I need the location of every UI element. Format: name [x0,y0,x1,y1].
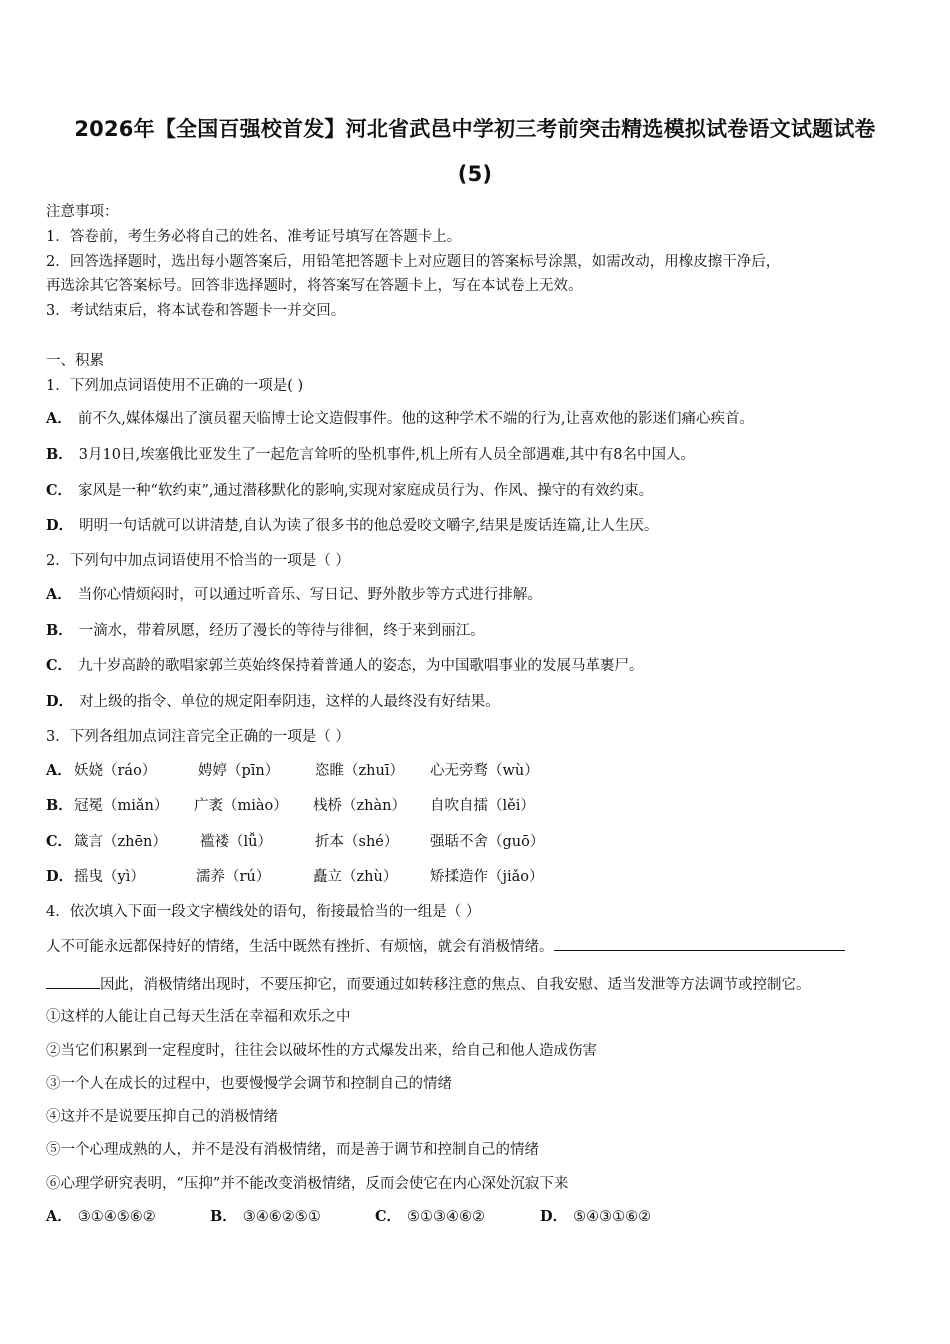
question-stem: 1．下列加点词语使用不正确的一项是( ) [46,378,304,394]
notice-heading: 注意事项： [46,204,119,220]
passage-line [46,936,845,957]
pinyin-item: 箴言（zhēn） [74,834,167,850]
option-label: A． [46,586,72,603]
notice-item: 3．考试结束后，将本试卷和答题卡一并交回。 [46,303,346,319]
passage-text: 人不可能永远都保持好的情绪，生活中既然有挫折、有烦恼，就会有消极情绪。 [46,939,554,955]
option-text: 家风是一种“软约束”,通过潜移默化的影响,实现对家庭成员行为、作风、操守的有效约束。 [78,483,654,499]
option-row [46,445,695,465]
option-label: D． [46,693,74,710]
option-row [46,516,658,536]
passage-line [46,974,811,995]
pinyin-item: 冠冕（miǎn） [74,798,169,814]
option-text: 3月10日,埃塞俄比亚发生了一起危言耸听的坠机事件,机上所有人员全部遇难,其中有8名中国人。 [78,447,695,463]
sentence-item: ④这并不是说要压抑自己的消极情绪 [46,1109,278,1125]
option-text: ③①④⑤⑥② [77,1209,156,1225]
section-heading: 一、积累 [46,353,104,369]
option-row [46,585,542,605]
answer-blank [554,936,845,951]
pinyin-item: 摇曳（yì） [74,869,145,885]
pinyin-item: 褴褛（lǚ） [200,834,272,850]
passage-text: 因此，消极情绪出现时，不要压抑它，而要通过如转移注意的焦点、自我安慰、适当发泄等方法调节或控制它。 [100,977,811,993]
pinyin-item: 濡养（rú） [196,869,271,885]
option-row [46,481,653,501]
option-label: C． [46,657,73,674]
pinyin-item: 矗立（zhù） [313,869,398,885]
option-label: C． [46,833,73,850]
option-label: B． [46,446,73,463]
pinyin-item: 娉婷（pīn） [198,763,280,779]
sentence-item: ①这样的人能让自己每天生活在幸福和欢乐之中 [46,1009,351,1025]
option-text: 当你心情烦闷时，可以通过听音乐、写日记、野外散步等方式进行排解。 [77,587,542,603]
question-stem: 2．下列句中加点词语使用不恰当的一项是（ ） [46,553,350,569]
pinyin-item: 心无旁骛（wù） [430,763,539,779]
pinyin-item: 栈桥（zhàn） [313,798,406,814]
pinyin-item: 强聒不舍（guō） [430,834,545,850]
option-label: C． [46,482,73,499]
option-text: 九十岁高龄的歌唱家郭兰英始终保持着普通人的姿态，为中国歌唱事业的发展马革裹尸。 [78,658,644,674]
answer-blank [46,974,100,989]
pinyin-item: 恣睢（zhuī） [315,763,404,779]
option-label: B． [210,1208,237,1225]
exam-title: 2026年【全国百强校首发】河北省武邑中学初三考前突击精选模拟试卷语文试题试卷 [74,117,876,141]
option-text: 一滴水，带着夙愿，经历了漫长的等待与徘徊，终于来到丽江。 [78,623,485,639]
answer-choice [210,1207,321,1227]
option-label: B． [46,797,73,814]
answer-choice [540,1207,651,1227]
option-label: A． [46,1208,72,1225]
option-text: 明明一句话就可以讲清楚,自认为读了很多书的他总爱咬文嚼字,结果是废话连篇,让人生厌。 [79,518,659,534]
question-stem: 3．下列各组加点词注音完全正确的一项是（ ） [46,729,350,745]
notice-item: 1．答卷前，考生务必将自己的姓名、准考证号填写在答题卡上。 [46,229,462,245]
sentence-item: ③一个人在成长的过程中，也要慢慢学会调节和控制自己的情绪 [46,1076,452,1092]
option-text: 对上级的指令、单位的规定阳奉阴违，这样的人最终没有好结果。 [79,694,500,710]
option-text: ⑤①③④⑥② [407,1209,486,1225]
notice-item: 再选涂其它答案标号。回答非选择题时，将答案写在答题卡上，写在本试卷上无效。 [46,278,583,294]
answer-choice [46,1207,156,1227]
sentence-item: ⑥心理学研究表明，“压抑”并不能改变消极情绪，反而会使它在内心深处沉寂下来 [46,1176,569,1192]
option-label: D． [46,517,74,534]
option-text: ⑤④③①⑥② [573,1209,652,1225]
option-label: A． [46,410,72,427]
option-text: ③④⑥②⑤① [242,1209,321,1225]
option-label: D． [46,868,74,885]
option-row [46,409,754,429]
exam-title-number: (5) [457,162,493,186]
option-row [46,656,644,676]
option-label: D． [540,1208,568,1225]
option-label: C． [375,1208,402,1225]
pinyin-item: 矫揉造作（jiǎo） [430,869,544,885]
option-text: 前不久,媒体爆出了演员翟天临博士论文造假事件。他的这种学术不端的行为,让喜欢他的影迷们痛心疾首。 [77,411,754,427]
question-stem: 4．依次填入下面一段文字横线处的语句，衔接最恰当的一组是（ ） [46,904,481,920]
sentence-item: ⑤一个心理成熟的人，并不是没有消极情绪，而是善于调节和控制自己的情绪 [46,1142,539,1158]
option-row [46,692,500,712]
option-label: A． [46,762,72,779]
option-label: B． [46,622,73,639]
pinyin-item: 妖娆（ráo） [74,763,157,779]
answer-choice [375,1207,485,1227]
option-row [46,621,485,641]
notice-item: 2．回答选择题时，选出每小题答案后，用铅笔把答题卡上对应题目的答案标号涂黑，如需改动，用橡皮擦干净后， [46,254,781,270]
sentence-item: ②当它们积累到一定程度时，往往会以破坏性的方式爆发出来，给自己和他人造成伤害 [46,1043,597,1059]
pinyin-item: 广袤（miào） [194,798,288,814]
pinyin-item: 自吹自擂（lěi） [430,798,535,814]
pinyin-item: 折本（shé） [315,834,399,850]
